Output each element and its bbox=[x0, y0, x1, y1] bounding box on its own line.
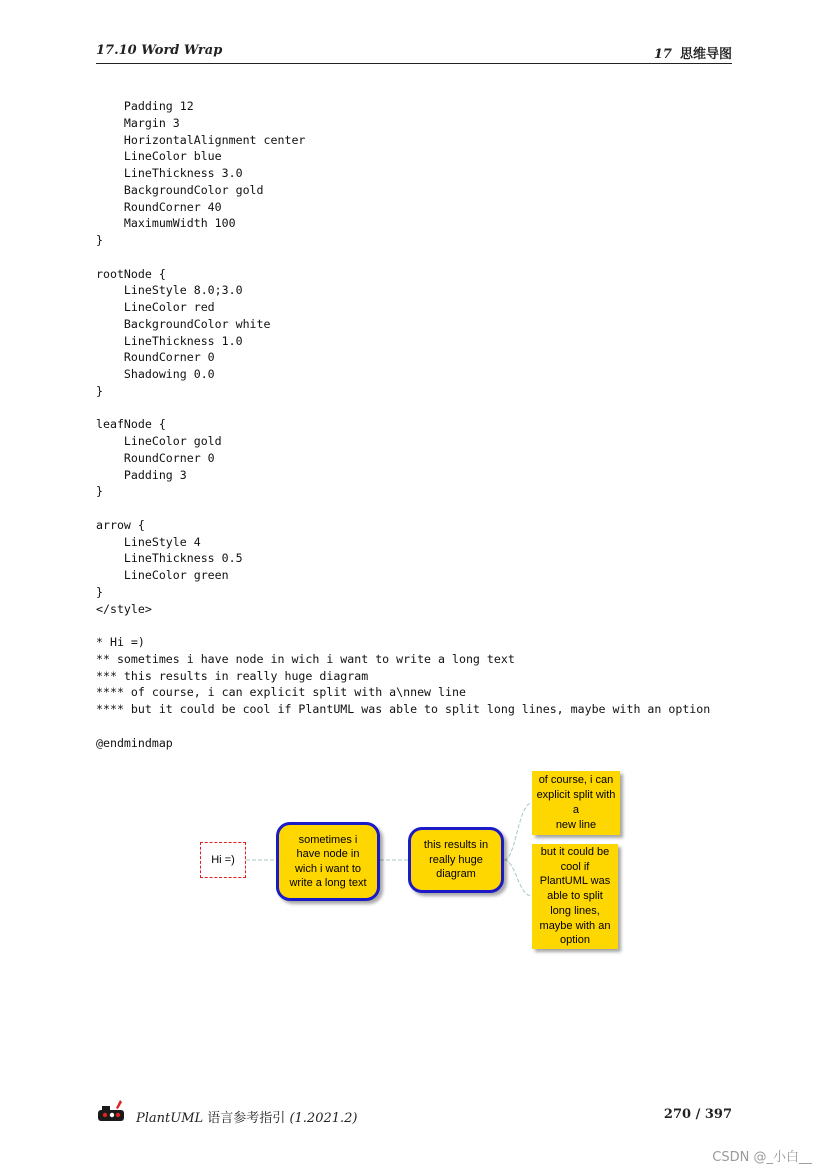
footer-version: (1.2021.2) bbox=[289, 1111, 358, 1126]
code-line: RoundCorner 0 bbox=[96, 450, 215, 465]
leaf-node-split-label: of course, i can explicit split with a new line bbox=[536, 774, 616, 831]
code-line bbox=[96, 500, 710, 517]
code-line: rootNode { bbox=[96, 266, 166, 281]
footer-title-latin: PlantUML bbox=[136, 1111, 204, 1126]
code-line: Padding 3 bbox=[96, 467, 187, 482]
code-line: BackgroundColor gold bbox=[96, 182, 264, 197]
mindmap-diagram bbox=[190, 765, 640, 965]
code-line: RoundCorner 0 bbox=[96, 350, 215, 365]
code-line: } bbox=[96, 233, 103, 247]
code-line: LineThickness 3.0 bbox=[96, 166, 243, 180]
page-header bbox=[96, 43, 732, 64]
code-line: *** this results in really huge diagram bbox=[96, 668, 369, 683]
code-line: </style> bbox=[96, 601, 152, 616]
code-line: LineColor green bbox=[96, 568, 229, 582]
connector-level3-to-leaf1 bbox=[504, 803, 532, 860]
level2-node-label: sometimes i have node in wich i want to write a long text bbox=[289, 833, 367, 889]
code-line: LineStyle 8.0;3.0 bbox=[96, 283, 243, 298]
code-line: * Hi =) bbox=[96, 635, 145, 649]
code-line: } bbox=[96, 584, 103, 599]
code-line bbox=[96, 400, 710, 417]
root-node bbox=[200, 842, 246, 878]
page-footer bbox=[96, 1098, 732, 1128]
leaf-node-long-label: but it could be cool if PlantUML was able to split long lines, maybe with an option bbox=[539, 845, 611, 947]
root-node-label: Hi =) bbox=[211, 854, 235, 866]
watermark: CSDN @_小白__ bbox=[712, 1150, 812, 1165]
code-line: arrow { bbox=[96, 517, 145, 532]
level3-node-label: this results in really huge diagram bbox=[423, 839, 489, 881]
code-line: HorizontalAlignment center bbox=[96, 132, 306, 147]
code-listing bbox=[96, 98, 710, 751]
code-line: LineThickness 0.5 bbox=[96, 551, 243, 566]
code-line: @endmindmap bbox=[96, 735, 173, 750]
code-line: Padding 12 bbox=[96, 99, 194, 113]
section-title: 17.10 Word Wrap bbox=[96, 43, 223, 58]
level3-node bbox=[408, 827, 504, 893]
leaf-node-long bbox=[532, 844, 618, 949]
footer-title bbox=[136, 1107, 358, 1126]
chapter-title: 思维导图 bbox=[679, 47, 732, 62]
code-line bbox=[96, 249, 710, 266]
code-line: LineColor gold bbox=[96, 434, 222, 448]
code-line: leafNode { bbox=[96, 417, 166, 432]
code-line: LineColor blue bbox=[96, 149, 222, 164]
level2-node bbox=[276, 822, 380, 901]
code-line: RoundCorner 40 bbox=[96, 199, 222, 214]
page-number: 270 / 397 bbox=[663, 1107, 732, 1122]
code-line: LineColor red bbox=[96, 300, 215, 314]
code-line bbox=[96, 718, 710, 735]
plantuml-logo-icon bbox=[96, 1098, 126, 1124]
code-line bbox=[96, 617, 710, 634]
code-line: **** of course, i can explicit split with a\nnew line bbox=[96, 685, 466, 700]
code-line: MaximumWidth 100 bbox=[96, 216, 236, 231]
code-line: LineThickness 1.0 bbox=[96, 333, 243, 348]
connector-level3-to-leaf2 bbox=[504, 860, 532, 896]
footer-title-cjk: 语言参考指引 bbox=[207, 1111, 286, 1126]
chapter-heading bbox=[654, 43, 732, 62]
leaf-node-split bbox=[532, 771, 620, 835]
code-line: Margin 3 bbox=[96, 115, 180, 130]
code-line: } bbox=[96, 383, 103, 398]
code-line: ** sometimes i have node in wich i want to write a long text bbox=[96, 651, 515, 666]
code-line: **** but it could be cool if PlantUML was able to split long lines, maybe with an option bbox=[96, 702, 711, 716]
chapter-number: 17 bbox=[653, 47, 672, 62]
code-line: Shadowing 0.0 bbox=[96, 367, 215, 381]
code-line: BackgroundColor white bbox=[96, 316, 271, 331]
code-line: LineStyle 4 bbox=[96, 534, 201, 549]
code-line: } bbox=[96, 484, 103, 499]
